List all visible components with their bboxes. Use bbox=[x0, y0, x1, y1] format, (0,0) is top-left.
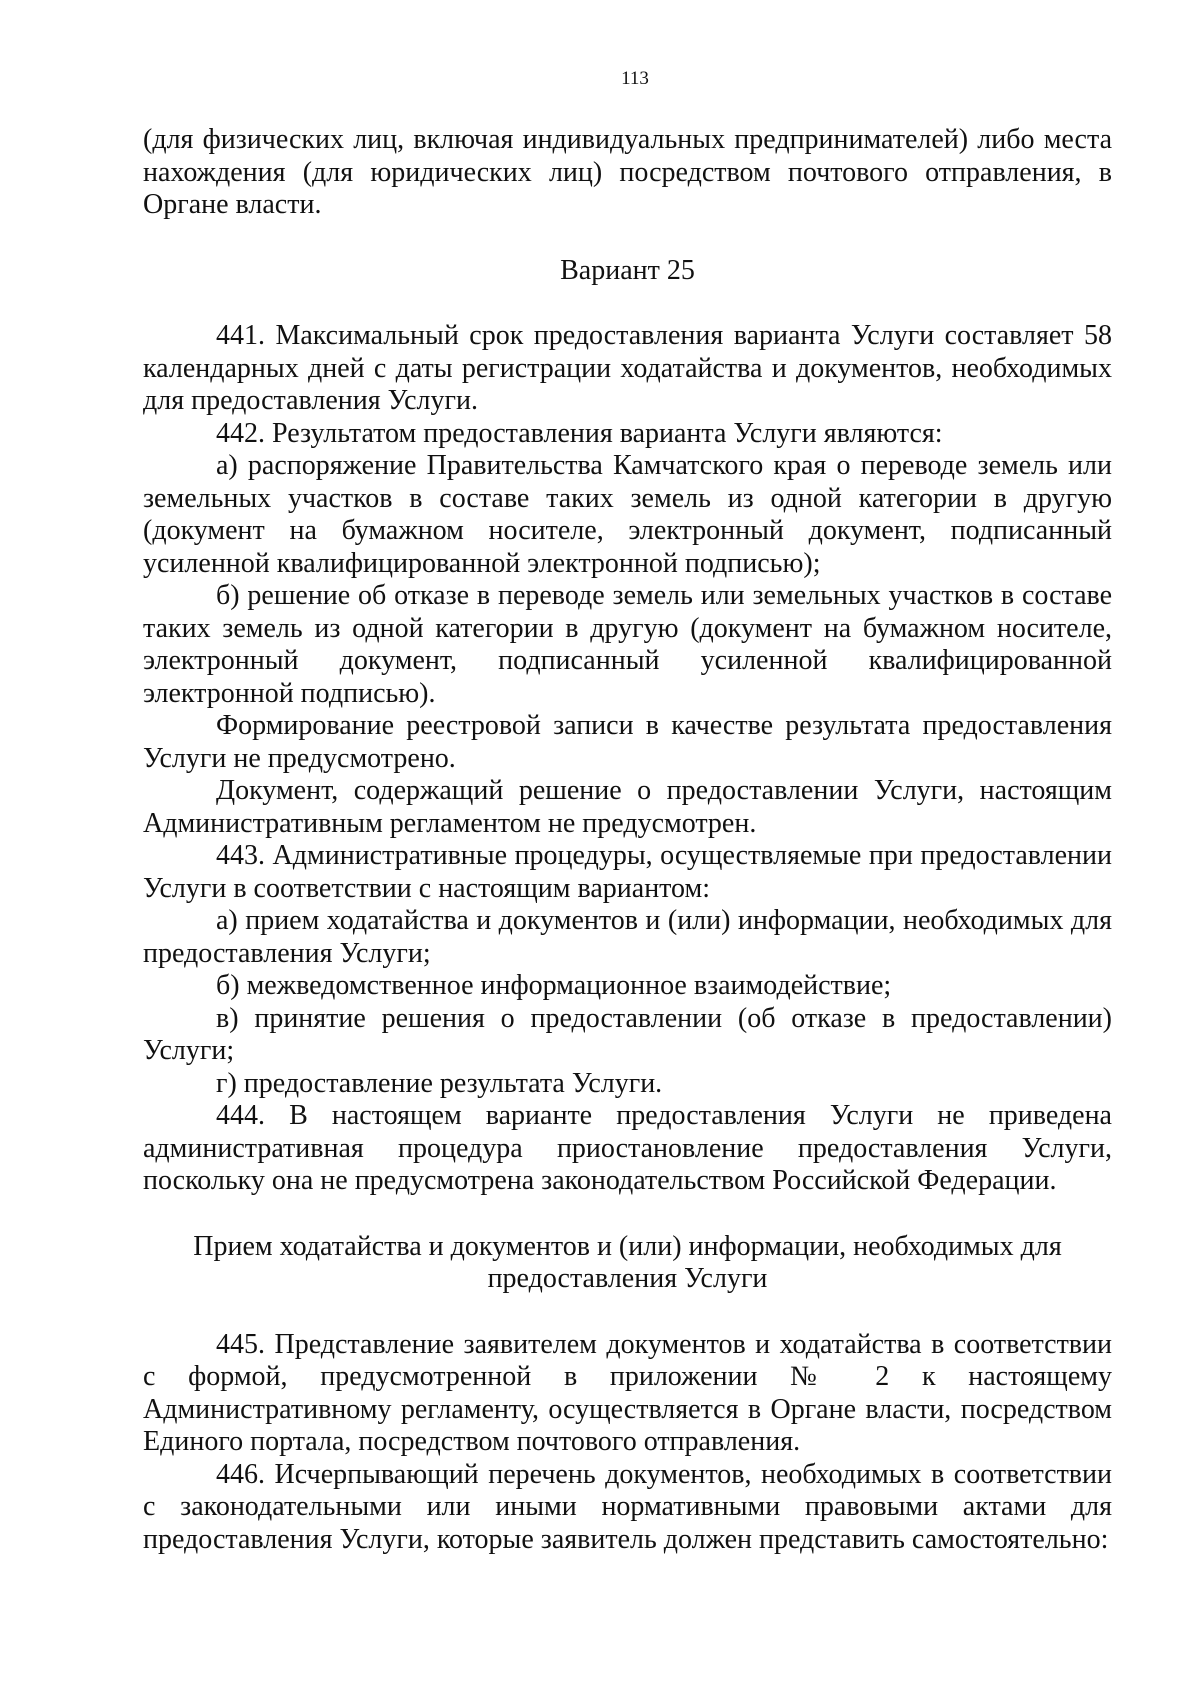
section-heading-reception: Прием ходатайства и документов и (или) информации, необходимых для предоставления Услуги bbox=[193, 1230, 1062, 1294]
paragraph-continuation: (для физических лиц, включая индивидуальных предпринимателей) либо места нахождения (для юридических лиц) посредством почтового отправления, в Органе власти. bbox=[143, 124, 1112, 220]
section-heading-variant: Вариант 25 bbox=[560, 254, 695, 286]
paragraph-443-b: б) межведомственное информационное взаимодействие; bbox=[216, 970, 892, 1001]
paragraph-445: 445. Представление заявителем документов и ходатайства в соответствии с формой, предусмотренной в приложении № 2 к настоящему Административному регламенту, осуществляется в Органе власти, посредством Единого портала, посредством почтового отправления. bbox=[143, 1328, 1112, 1457]
paragraph-442-a: а) распоряжение Правительства Камчатского края о переводе земель или земельных участков в составе таких земель из одной категории в другую (документ на бумажном носителе, электронный документ, подписанный усиленной квалифицированной электронной подписью); bbox=[143, 450, 1112, 579]
paragraph-442: 442. Результатом предоставления варианта Услуги являются: bbox=[216, 417, 943, 449]
paragraph-443-v: в) принятие решения о предоставлении (об отказе в предоставлении) Услуги; bbox=[143, 1002, 1112, 1066]
paragraph-registry-note: Формирование реестровой записи в качестве результата предоставления Услуги не предусмотрено. bbox=[143, 710, 1112, 774]
paragraph-443-g: г) предоставление результата Услуги. bbox=[216, 1067, 663, 1099]
paragraph-441: 441. Максимальный срок предоставления варианта Услуги составляет 58 календарных дней с даты регистрации ходатайства и документов, необходимых для предоставления Услуги. bbox=[143, 320, 1112, 416]
paragraph-442-b: б) решение об отказе в переводе земель или земельных участков в составе таких земель из одной категории в другую (документ на бумажном носителе, электронный документ, подписанный усиленной квалифицированной электронной подписью). bbox=[143, 580, 1112, 709]
paragraph-443-a: а) прием ходатайства и документов и (или) информации, необходимых для предоставления Услуги; bbox=[143, 905, 1112, 969]
paragraph-document-note: Документ, содержащий решение о предоставлении Услуги, настоящим Административным регламентом не предусмотрен. bbox=[143, 775, 1112, 839]
paragraph-443: 443. Административные процедуры, осуществляемые при предоставлении Услуги в соответствии с настоящим вариантом: bbox=[143, 840, 1112, 904]
document-body bbox=[143, 124, 1112, 1556]
paragraph-444: 444. В настоящем варианте предоставления Услуги не приведена административная процедура приостановление предоставления Услуги, поскольку она не предусмотрена законодательством Российской Федерации. bbox=[143, 1100, 1112, 1196]
page-number: 113 bbox=[621, 68, 649, 89]
paragraph-446: 446. Исчерпывающий перечень документов, необходимых в соответствии с законодательными или иными нормативными правовыми актами для предоставления Услуги, которые заявитель должен представить самостоятельно: bbox=[143, 1458, 1112, 1555]
